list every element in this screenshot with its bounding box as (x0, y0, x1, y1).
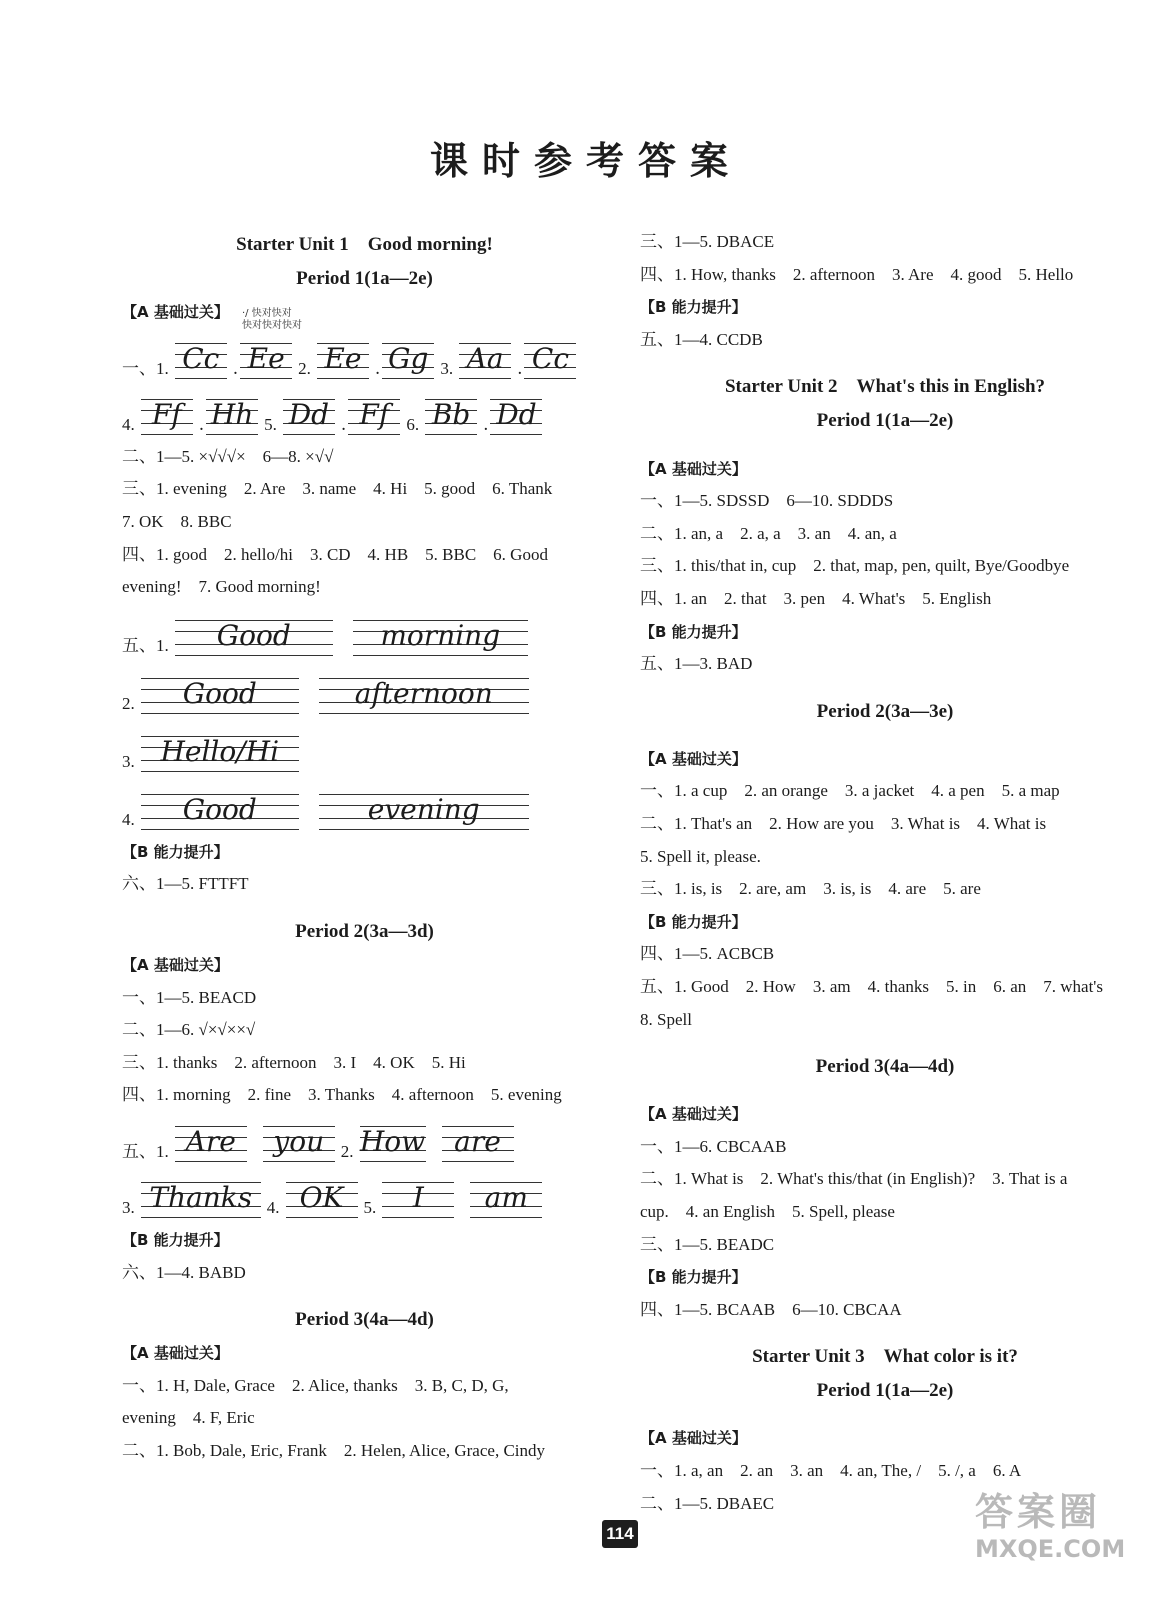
answer-line: evening! 7. Good morning! (122, 577, 321, 597)
handwritten-answer: Cc (175, 343, 227, 379)
unit-heading: Starter Unit 1 Good morning! (236, 234, 493, 255)
period-heading: Period 2(3a—3d) (295, 920, 434, 942)
handwritten-answer: Gg (382, 343, 434, 379)
period-heading: Period 3(4a—4d) (815, 1055, 955, 1077)
answer-line: 二、1—5. ×√√√× 6—8. ×√√ (122, 446, 334, 466)
period-heading: Period 3(4a—4d) (295, 1308, 434, 1330)
watermark-logo: 答案圈 MXQE.COM (975, 1490, 1126, 1563)
answer-line: 一、1—5. BEACD (122, 987, 257, 1007)
handwritten-answer: am (470, 1182, 542, 1218)
answer-line: 三、1. evening 2. Are 3. name 4. Hi 5. good 6. Thank (122, 479, 553, 499)
section-label-b: 【B 能力提升】 (640, 622, 747, 641)
page-title: 课时参考答案 (429, 139, 742, 183)
answer-line: 二、1. What is 2. What's this/that (in English)? 3. That is a (640, 1169, 1068, 1189)
handwritten-answer: Hh (206, 399, 258, 435)
handwritten-answer: evening (319, 794, 529, 830)
answer-line: 三、1. this/that in, cup 2. that, map, pen, quilt, Bye/Goodbye (640, 556, 1070, 576)
answer-line: 四、1. morning 2. fine 3. Thanks 4. afternoon 5. evening (122, 1085, 562, 1105)
handwritten-answer: How (360, 1126, 426, 1162)
handwritten-answer: morning (353, 620, 528, 656)
section-label-b: 【B 能力提升】 (640, 912, 747, 931)
answer-line: evening 4. F, Eric (122, 1408, 255, 1428)
handwritten-answer: Good (141, 794, 299, 830)
answer-line: 五、1. Good 2. How 3. am 4. thanks 5. in 6. an 7. what's (640, 976, 1103, 996)
handwriting-row: 五、1. Are you 2. How are (122, 1112, 607, 1168)
handwriting-row: 3. Thanks 4. OK 5. I am (122, 1168, 607, 1224)
handwriting-row: 五、1. Good morning (122, 604, 607, 662)
answer-line: 二、1. Bob, Dale, Eric, Frank 2. Helen, Alice, Grace, Cindy (122, 1440, 546, 1460)
answer-line: 三、1—5. DBACE (640, 232, 775, 252)
answer-line: 一、1—6. CBCAAB (640, 1136, 787, 1156)
handwritten-answer: Dd (490, 399, 542, 435)
answer-line: 三、1. thanks 2. afternoon 3. I 4. OK 5. Hi (122, 1052, 466, 1072)
section-label-b: 【B 能力提升】 (122, 1231, 229, 1250)
handwritten-answer: Cc (524, 343, 576, 379)
handwritten-answer: Hello/Hi (141, 736, 299, 772)
period-heading: Period 1(1a—2e) (816, 410, 954, 432)
answer-line: cup. 4. an English 5. Spell, please (640, 1201, 895, 1221)
section-label-a: 【A 基础过关】 (640, 1105, 747, 1124)
handwriting-row: 一、1. Cc . Ee 2. Ee . Gg 3. Aa . Cc (122, 329, 607, 385)
section-label-b: 【B 能力提升】 (640, 1268, 747, 1287)
answer-line: 一、1—5. SDSSD 6—10. SDDDS (640, 491, 894, 511)
answer-line: 五、1—4. CCDB (640, 330, 763, 350)
handwritten-answer: Thanks (141, 1182, 261, 1218)
answer-line: 四、1—5. BCAAB 6—10. CBCAA (640, 1299, 902, 1319)
period-heading: Period 2(3a—3e) (816, 700, 954, 722)
answer-line: 一、1. a, an 2. an 3. an 4. an, The, / 5. /, a 6. A (640, 1460, 1022, 1480)
unit-heading: Starter Unit 2 What's this in English? (724, 376, 1046, 398)
handwritten-answer: Ee (317, 343, 369, 379)
handwritten-answer: Are (175, 1126, 247, 1162)
period-heading: Period 1(1a—2e) (816, 1380, 954, 1402)
answer-line: 四、1. an 2. that 3. pen 4. What's 5. English (640, 589, 992, 609)
period-heading: Period 1(1a—2e) (296, 268, 433, 289)
handwritten-answer: OK (286, 1182, 358, 1218)
section-label-a: 【A 基础过关】 (122, 1344, 229, 1363)
unit-heading: Starter Unit 3 What color is it? (752, 1346, 1018, 1368)
answer-line: 五、1—3. BAD (640, 654, 753, 674)
handwritten-answer: Ee (240, 343, 292, 379)
handwriting-row: 2. Good afternoon (122, 662, 607, 720)
handwritten-answer: you (263, 1126, 335, 1162)
answer-line: 六、1—5. FTTFT (122, 874, 249, 894)
section-label-a: 【A 基础过关】 (640, 1429, 747, 1448)
left-column (122, 228, 607, 1467)
answer-line: 三、1—5. BEADC (640, 1234, 775, 1254)
answer-line: 一、1. a cup 2. an orange 3. a jacket 4. a pen 5. a map (640, 781, 1060, 801)
handwriting-row: 4. Ff . Hh 5. Dd . Ff 6. Bb . Dd (122, 385, 607, 441)
section-label-a: 【A 基础过关】 (122, 956, 229, 975)
answer-line: 六、1—4. BABD (122, 1262, 246, 1282)
answer-line: 5. Spell it, please. (640, 846, 761, 866)
handwritten-answer: Good (141, 678, 299, 714)
answer-line: 8. Spell (640, 1009, 692, 1029)
handwriting-row: 4. Good evening (122, 778, 607, 836)
handwritten-answer: Ff (348, 399, 400, 435)
section-label-a: 【A 基础过关】 (640, 749, 747, 768)
handwritten-answer: Bb (425, 399, 477, 435)
margin-handwritten-note: ·/ 快对快对 快对快对快对 (242, 308, 302, 331)
answer-line: 二、1—6. √×√××√ (122, 1020, 256, 1040)
page-number: 114 (602, 1520, 638, 1548)
answer-line: 二、1—5. DBAEC (640, 1493, 775, 1513)
section-label-b: 【B 能力提升】 (122, 842, 229, 861)
handwritten-answer: Good (175, 620, 333, 656)
answer-line: 7. OK 8. BBC (122, 512, 232, 532)
section-label-a: 【A 基础过关】 (640, 459, 747, 478)
handwritten-answer: Aa (459, 343, 511, 379)
handwritten-answer: I (382, 1182, 454, 1218)
handwriting-row: 3. Hello/Hi (122, 720, 607, 778)
answer-line: 二、1. an, a 2. a, a 3. an 4. an, a (640, 523, 897, 543)
handwritten-answer: are (442, 1126, 514, 1162)
answer-line: 四、1—5. ACBCB (640, 944, 775, 964)
answer-line: 三、1. is, is 2. are, am 3. is, is 4. are 5. are (640, 879, 981, 899)
answer-line: 二、1. That's an 2. How are you 3. What is 4. What is (640, 814, 1047, 834)
section-label-b: 【B 能力提升】 (640, 298, 747, 317)
handwritten-answer: Ff (141, 399, 193, 435)
handwritten-answer: Dd (283, 399, 335, 435)
handwritten-answer: afternoon (319, 678, 529, 714)
answer-line: 四、1. good 2. hello/hi 3. CD 4. HB 5. BBC 6. Good (122, 544, 548, 564)
answer-line: 一、1. H, Dale, Grace 2. Alice, thanks 3. B, C, D, G, (122, 1375, 509, 1395)
right-column (640, 226, 1130, 1520)
answer-line: 四、1. How, thanks 2. afternoon 3. Are 4. good 5. Hello (640, 264, 1074, 284)
section-label-a: 【A 基础过关】 (122, 303, 229, 322)
